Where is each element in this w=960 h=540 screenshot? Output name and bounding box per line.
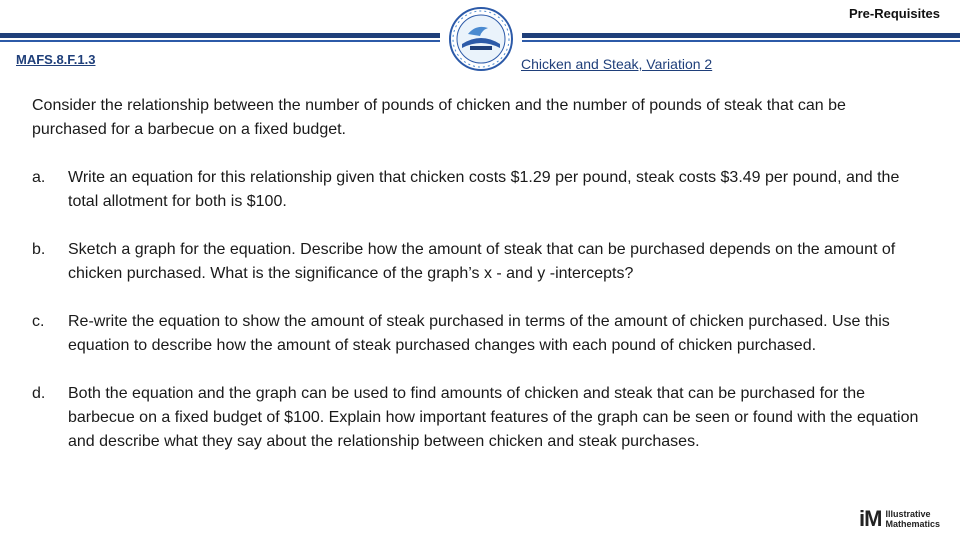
item-text: Re-write the equation to show the amount of steak purchased in terms of the amount of chicken purchased. Use this equation to describe how the amount of steak purchased changes with each pound of chicken purchased. [68, 313, 890, 354]
item-letter: c. [32, 313, 45, 330]
item-text: Both the equation and the graph can be used to find amounts of chicken and steak that can be purchased for the barbecue on a fixed budget of $100. Explain how important features of the graph can be seen or found with the equation and describe what they say about the relationship between chicken and steak purchases. [68, 385, 919, 450]
section-label: Pre-Requisites [848, 6, 940, 21]
im-logo-line2: Mathematics [885, 519, 940, 529]
illustrative-mathematics-logo [859, 506, 940, 532]
header-bar-right [522, 33, 960, 38]
im-logo-text [885, 509, 940, 529]
im-mark-icon: iM [859, 506, 882, 531]
item-letter: a. [32, 169, 46, 186]
problem-content [32, 94, 924, 478]
item-text: Sketch a graph for the equation. Describe how the amount of steak that can be purchased depends on the amount of chicken purchased. What is the significance of the graph’s x - and y -intercepts? [68, 241, 896, 282]
list-item [32, 238, 924, 286]
list-item [32, 166, 924, 214]
district-seal-logo [446, 6, 516, 72]
task-title: Chicken and Steak, Variation 2 [521, 56, 713, 72]
intro-paragraph: Consider the relationship between the number of pounds of chicken and the number of pounds of steak that can be purchased for a barbecue on a fixed budget. [32, 97, 846, 138]
standard-code: MAFS.8.F.1.3 [16, 52, 96, 67]
item-text: Write an equation for this relationship given that chicken costs $1.29 per pound, steak costs $3.49 per pound, and the total allotment for both is $100. [68, 169, 900, 210]
header-bar-left-thin [0, 40, 440, 42]
item-letter: d. [32, 385, 46, 402]
header-bar-left [0, 33, 440, 38]
im-logo-line1: Illustrative [885, 509, 931, 519]
list-item [32, 310, 924, 358]
header-bar-right-thin [522, 40, 960, 42]
item-letter: b. [32, 241, 46, 258]
list-item [32, 382, 924, 454]
